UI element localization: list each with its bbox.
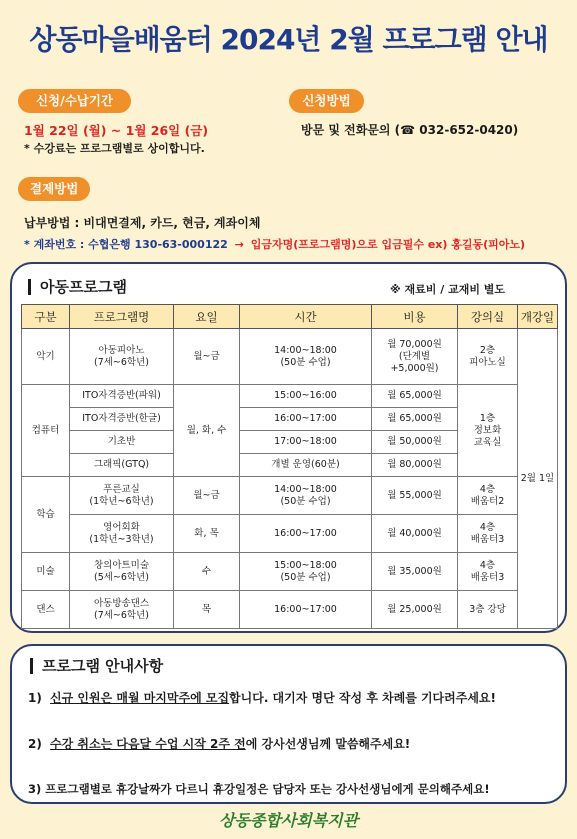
program-name-cell: 아동방송댄스 (7세~6학년) bbox=[70, 591, 174, 629]
material-fee-note: ※ 재료비 / 교재비 별도 bbox=[390, 283, 506, 296]
welfare-center-logo: 상동종합사회복지관 bbox=[218, 811, 359, 830]
fee-cell: 월 65,000원 bbox=[372, 385, 458, 408]
program-name-cell: 창의아트미술 (5세~6학년) bbox=[70, 553, 174, 591]
payment-methods: 납부방법 : 비대면결제, 카드, 현금, 계좌이체 bbox=[24, 216, 261, 230]
header-room: 강의실 bbox=[458, 305, 518, 329]
room-cell: 2층 피아노실 bbox=[458, 329, 518, 385]
payment-account-line bbox=[24, 236, 525, 252]
start-date-cell: 2월 1일 bbox=[518, 329, 558, 629]
apply-method-badge: 신청방법 bbox=[289, 89, 364, 113]
table-row bbox=[22, 515, 558, 553]
program-name-cell: 기초반 bbox=[70, 431, 174, 454]
table-row bbox=[22, 591, 558, 629]
fee-cell: 월 55,000원 bbox=[372, 477, 458, 515]
guide-item-1 bbox=[28, 689, 496, 706]
page-title: 상동마을배움터 2024년 2월 프로그램 안내 bbox=[29, 23, 548, 56]
days-cell: 목 bbox=[174, 591, 240, 629]
time-cell: 14:00~18:00 (50분 수업) bbox=[240, 477, 372, 515]
fee-cell: 월 40,000원 bbox=[372, 515, 458, 553]
table-header-row bbox=[22, 305, 558, 329]
days-cell: 수 bbox=[174, 553, 240, 591]
fee-cell: 월 50,000원 bbox=[372, 431, 458, 454]
time-cell: 16:00~17:00 bbox=[240, 515, 372, 553]
program-guide-title: 프로그램 안내사항 bbox=[30, 658, 163, 674]
time-cell: 15:00~16:00 bbox=[240, 385, 372, 408]
time-cell: 14:00~18:00 (50분 수업) bbox=[240, 329, 372, 385]
guide-item-1-rest: 합니다. 대기자 명단 작성 후 차례를 기다려주세요! bbox=[229, 691, 496, 705]
guide-item-2 bbox=[28, 735, 410, 752]
guide-item-1-emphasis: 신규 인원은 매월 마지막주에 모집 bbox=[50, 691, 230, 705]
room-cell: 4층 배움터3 bbox=[458, 515, 518, 553]
guide-item-2-number: 2) bbox=[28, 737, 42, 751]
children-program-title: 아동프로그램 bbox=[28, 279, 127, 295]
account-number: * 계좌번호 : 수협은행 130-63-000122 bbox=[24, 238, 228, 251]
header-category: 구분 bbox=[22, 305, 70, 329]
table-row bbox=[22, 553, 558, 591]
payment-badge: 결제방법 bbox=[18, 177, 90, 201]
apply-period-badge: 신청/수납기간 bbox=[18, 89, 131, 113]
header-days: 요일 bbox=[174, 305, 240, 329]
time-cell: 16:00~17:00 bbox=[240, 408, 372, 431]
category-cell: 악기 bbox=[22, 329, 70, 385]
guide-item-3: 3) 프로그램별로 휴강날짜가 다르니 휴강일정은 담당자 또는 강사선생님에게 문의해주세요! bbox=[28, 782, 490, 796]
program-name-cell: 아동피아노 (7세~6학년) bbox=[70, 329, 174, 385]
program-name-cell: 푸른교실 (1학년~6학년) bbox=[70, 477, 174, 515]
days-cell: 화, 목 bbox=[174, 515, 240, 553]
deposit-note: 입금자명(프로그램명)으로 입금필수 ex) 홍길동(피아노) bbox=[250, 238, 526, 251]
days-cell: 월~금 bbox=[174, 329, 240, 385]
time-cell: 15:00~18:00 (50분 수업) bbox=[240, 553, 372, 591]
category-cell: 학습 bbox=[22, 477, 70, 553]
guide-item-2-rest: 에 강사선생님께 말씀해주세요! bbox=[245, 737, 411, 751]
program-name-cell: 영어회화 (1학년~3학년) bbox=[70, 515, 174, 553]
program-name-cell: ITO자격증반(한글) bbox=[70, 408, 174, 431]
apply-method-text: 방문 및 전화문의 (☎ 032-652-0420) bbox=[301, 123, 519, 137]
room-cell: 3층 강당 bbox=[458, 591, 518, 629]
days-cell: 월, 화, 수 bbox=[174, 385, 240, 477]
arrow-icon: → bbox=[234, 238, 244, 251]
fee-cell: 월 70,000원 (단계별 +5,000원) bbox=[372, 329, 458, 385]
category-cell: 미술 bbox=[22, 553, 70, 591]
header-fee: 비용 bbox=[372, 305, 458, 329]
table-row bbox=[22, 385, 558, 408]
time-cell: 17:00~18:00 bbox=[240, 431, 372, 454]
program-name-cell: 그래픽(GTQ) bbox=[70, 454, 174, 477]
program-name-cell: ITO자격증반(파워) bbox=[70, 385, 174, 408]
table-row bbox=[22, 329, 558, 385]
apply-period-dates: 1월 22일 (월) ~ 1월 26일 (금) bbox=[24, 123, 209, 138]
room-cell: 1층 정보화 교육실 bbox=[458, 385, 518, 477]
program-table bbox=[21, 304, 558, 629]
time-cell: 개별 운영(60분) bbox=[240, 454, 372, 477]
category-cell: 댄스 bbox=[22, 591, 70, 629]
fee-cell: 월 35,000원 bbox=[372, 553, 458, 591]
guide-item-2-emphasis: 수강 취소는 다음달 수업 시작 2주 전 bbox=[50, 737, 246, 751]
room-cell: 4층 배움터2 bbox=[458, 477, 518, 515]
fee-cell: 월 80,000원 bbox=[372, 454, 458, 477]
header-start-date: 개강일 bbox=[518, 305, 558, 329]
table-row bbox=[22, 477, 558, 515]
category-cell: 컴퓨터 bbox=[22, 385, 70, 477]
fee-cell: 월 25,000원 bbox=[372, 591, 458, 629]
fee-note: * 수강료는 프로그램별로 상이합니다. bbox=[24, 142, 205, 155]
guide-item-1-number: 1) bbox=[28, 691, 42, 705]
time-cell: 16:00~17:00 bbox=[240, 591, 372, 629]
fee-cell: 월 65,000원 bbox=[372, 408, 458, 431]
header-time: 시간 bbox=[240, 305, 372, 329]
room-cell: 4층 배움터3 bbox=[458, 553, 518, 591]
header-program-name: 프로그램명 bbox=[70, 305, 174, 329]
days-cell: 월~금 bbox=[174, 477, 240, 515]
